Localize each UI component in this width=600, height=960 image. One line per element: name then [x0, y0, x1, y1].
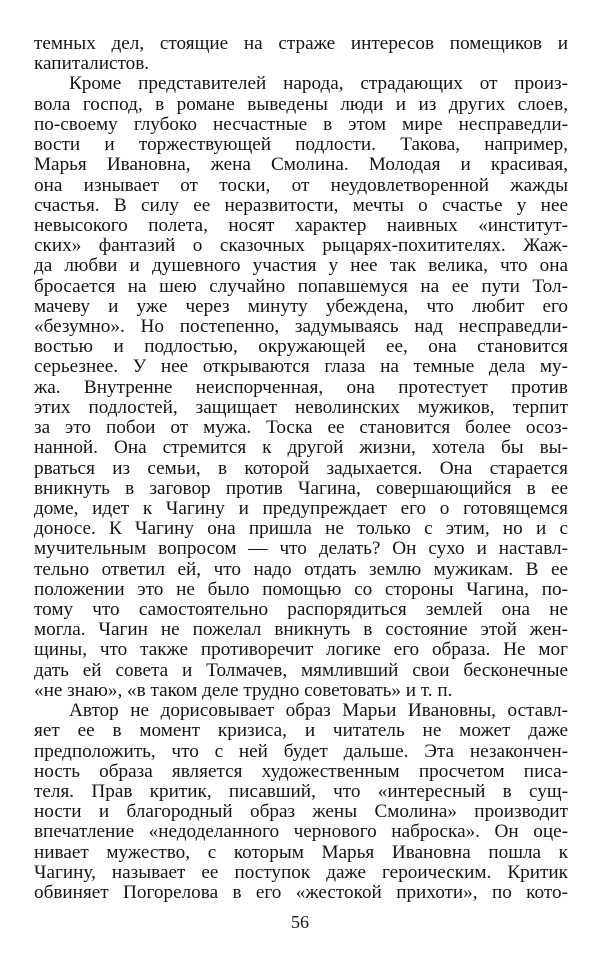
- text-line: капиталистов.: [34, 54, 150, 75]
- text-line: Автор не дорисовывает образ Марьи Ивановны, оставл-: [69, 701, 568, 722]
- text-line: щины, что также противоречит логике его образа. Не мог: [34, 640, 568, 661]
- text-line: доносе. К Чагину она пришла не только с этим, но и с: [34, 519, 568, 540]
- text-line: доме, идет к Чагину и предупреждает его о готовящемся: [34, 498, 568, 519]
- text-line: мачеву и уже через минуту убеждена, что любит его: [34, 296, 568, 317]
- text-line: предположить, что с ней будет дальше. Эта незакончен-: [34, 741, 568, 762]
- text-line: положении это не было помощью со стороны Чагина, по-: [34, 579, 568, 600]
- text-line: вникнуть в заговор против Чагина, совершающийся в ее: [34, 478, 568, 499]
- text-line: невысокого полета, носят характер наивных «институт-: [34, 215, 568, 236]
- text-line: впечатление «недоделанного чернового наброска». Он оце-: [34, 822, 568, 843]
- text-line: востью и подлостью, окружающей ее, она становится: [34, 337, 568, 358]
- text-line: нанной. Она стремится к другой жизни, хотела бы вы-: [34, 438, 568, 459]
- text-line: она изнывает от тоски, от неудовлетворенной жажды: [34, 175, 568, 196]
- text-line: бросается на шею случайно попавшемуся на ее пути Тол-: [34, 276, 568, 297]
- page-number: 56: [291, 912, 309, 932]
- text-line: «безумно». Но постепенно, задумываясь над несправедли-: [34, 317, 568, 337]
- text-line: темных дел, стоящие на страже интересов помещиков и: [34, 34, 568, 54]
- text-line: ских» фантазий о сказочных рыцарях-похитителях. Жаж-: [34, 236, 568, 257]
- text-line: жа. Внутренне неиспорченная, она протестует против: [34, 377, 568, 398]
- text-line: Чагину, называет ее поступок даже героическим. Критик: [34, 862, 568, 883]
- text-line: могла. Чагин не пожелал вникнуть в состояние этой жен-: [34, 620, 568, 641]
- text-line: по-своему глубоко несчастные в этом мире несправедли-: [34, 114, 568, 135]
- text-line: дать ей совета и Толмачев, мямливший свои бесконечные: [34, 660, 568, 681]
- text-line: мучительным вопросом — что делать? Он сухо и наставл-: [34, 539, 568, 560]
- text-line: счастья. В силу ее неразвитости, мечты о счастье у нее: [34, 195, 568, 216]
- text-line: ность образа является художественным просчетом писа-: [34, 761, 568, 782]
- text-line: тельно ответил ей, что надо отдать землю мужикам. В ее: [34, 559, 568, 580]
- text-line: Марья Ивановна, жена Смолина. Молодая и красивая,: [34, 155, 568, 176]
- text-line: ности и благородный образ жены Смолина» производит: [34, 802, 568, 823]
- text-line: серьезнее. У нее открываются глаза на темные дела му-: [34, 357, 568, 378]
- text-line: нивает мужество, с которым Марья Ивановна пошла к: [34, 842, 568, 863]
- text-line: да любви и душевного участия у нее так велика, что она: [34, 256, 568, 277]
- text-line: тому что самостоятельно распорядиться землей она не: [34, 600, 568, 620]
- text-line: вола господ, в романе выведены люди и из других слоев,: [34, 94, 568, 115]
- text-line: этих подлостей, защищает неволинских мужиков, терпит: [34, 397, 568, 418]
- text-line: «не знаю», «в таком деле трудно советовать» и т. п.: [34, 680, 453, 701]
- text-line: Кроме представителей народа, страдающих от произ-: [69, 74, 568, 95]
- text-line: за это побои от мужа. Тоска ее становится более осоз-: [34, 418, 568, 439]
- text-line: вости и торжествующей подлости. Такова, например,: [34, 135, 568, 156]
- text-line: яет ее в момент кризиса, и читатель не может даже: [34, 721, 568, 742]
- text-line: рваться из семьи, в которой задыхается. Она старается: [34, 458, 568, 479]
- text-line: обвиняет Погорелова в его «жестокой прихоти», по кото-: [34, 883, 568, 903]
- text-line: теля. Прав критик, писавший, что «интересный в сущ-: [34, 781, 568, 802]
